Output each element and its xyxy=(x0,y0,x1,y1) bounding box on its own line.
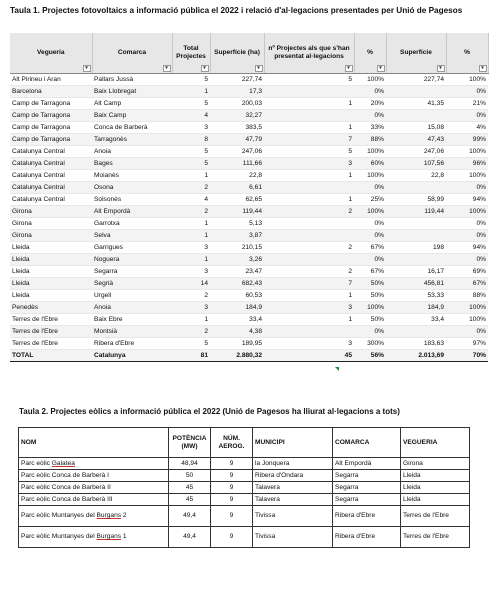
cell-aerog: 9 xyxy=(211,527,253,548)
cell-n-projectes-allegacions[interactable]: 3 xyxy=(264,337,354,349)
total-total-projectes[interactable]: 81 xyxy=(172,349,210,361)
cell-superficie[interactable]: 62,65 xyxy=(210,193,264,205)
total-vegueria[interactable]: TOTAL xyxy=(10,349,92,361)
table-row xyxy=(10,253,488,265)
cell-total-projectes[interactable]: 2 xyxy=(172,181,210,193)
cell-pct[interactable]: 25% xyxy=(354,193,386,205)
cell-n-projectes-allegacions[interactable]: 1 xyxy=(264,97,354,109)
cell-comarca[interactable]: Montsià xyxy=(92,325,172,337)
total-row xyxy=(10,349,488,361)
nom-part: Galatea xyxy=(51,459,75,467)
table-row xyxy=(10,241,488,253)
cell-pct-2[interactable]: 100% xyxy=(446,169,488,181)
cell-pct[interactable]: 33% xyxy=(354,121,386,133)
cell-nom xyxy=(19,458,169,470)
header-superficie[interactable]: Superfície (ha) ▾ xyxy=(210,33,264,73)
cell-total-projectes[interactable]: 4 xyxy=(172,109,210,121)
header-potencia: POTÈNCIA (MW) xyxy=(169,428,211,458)
cell-superficie-2[interactable] xyxy=(386,325,446,337)
header-municipi: MUNICIPI xyxy=(253,428,333,458)
cell-pct-2[interactable]: 100% xyxy=(446,73,488,85)
cell-superficie[interactable]: 5,13 xyxy=(210,217,264,229)
cell-superficie[interactable]: 111,66 xyxy=(210,157,264,169)
cell-vegueria[interactable]: Lleida xyxy=(10,289,92,301)
table-row xyxy=(10,337,488,349)
cell-municipi: Tivissa xyxy=(253,506,333,527)
cell-pct-2[interactable]: 0% xyxy=(446,325,488,337)
cell-comarca[interactable]: Alt Camp xyxy=(92,97,172,109)
cell-pct[interactable]: 100% xyxy=(354,205,386,217)
cell-n-projectes-allegacions[interactable]: 2 xyxy=(264,265,354,277)
cell-pct[interactable]: 67% xyxy=(354,265,386,277)
cell-potencia: 45 xyxy=(169,482,211,494)
cell-vegueria[interactable]: Girona xyxy=(10,205,92,217)
table-row xyxy=(10,157,488,169)
header-total-projectes[interactable]: Total Projectes ▾ xyxy=(172,33,210,73)
cell-pct[interactable]: 100% xyxy=(354,301,386,313)
table-row xyxy=(10,169,488,181)
cell-pct[interactable]: 20% xyxy=(354,97,386,109)
cell-n-projectes-allegacions[interactable] xyxy=(264,325,354,337)
cell-vegueria[interactable]: Terres de l'Ebre xyxy=(10,325,92,337)
table-row xyxy=(10,301,488,313)
cell-total-projectes[interactable]: 5 xyxy=(172,73,210,85)
cell-pct[interactable]: 0% xyxy=(354,217,386,229)
cell-aerog: 9 xyxy=(211,494,253,506)
cell-n-projectes-allegacions[interactable]: 2 xyxy=(264,205,354,217)
cell-n-projectes-allegacions[interactable]: 1 xyxy=(264,289,354,301)
cell-superficie-2[interactable]: 41,35 xyxy=(386,97,446,109)
table-row xyxy=(10,109,488,121)
cell-potencia: 45 xyxy=(169,494,211,506)
cell-superficie-2[interactable] xyxy=(386,217,446,229)
cell-pct-2[interactable]: 4% xyxy=(446,121,488,133)
cell-municipi: Talavera xyxy=(253,482,333,494)
total-superficie[interactable]: 2.880,32 xyxy=(210,349,264,361)
cell-pct-2[interactable]: 96% xyxy=(446,157,488,169)
total-pct-2[interactable]: 70% xyxy=(446,349,488,361)
cell-vegueria[interactable]: Penedès xyxy=(10,301,92,313)
nom-part: Parc eòlic Muntanyes del xyxy=(21,533,97,540)
cell-potencia: 48,94 xyxy=(169,458,211,470)
table-row xyxy=(19,506,470,527)
header-num-aerog: NÚM. AEROG. xyxy=(211,428,253,458)
total-n-projectes-allegacions[interactable]: 45 xyxy=(264,349,354,361)
filter-dropdown-icon[interactable]: ▾ xyxy=(345,65,353,72)
nom-part: Parc eòlic Muntanyes del xyxy=(21,512,97,519)
cell-superficie[interactable]: 23,47 xyxy=(210,265,264,277)
total-comarca[interactable]: Catalunya xyxy=(92,349,172,361)
cell-vegueria: Lleida xyxy=(401,482,470,494)
cell-comarca[interactable]: Tarragonès xyxy=(92,133,172,145)
cell-nom xyxy=(19,470,169,482)
cell-municipi: Tivissa xyxy=(253,527,333,548)
cell-comarca[interactable]: Pallars Jussà xyxy=(92,73,172,85)
cell-n-projectes-allegacions[interactable]: 5 xyxy=(264,145,354,157)
cell-n-projectes-allegacions[interactable]: 5 xyxy=(264,73,354,85)
filter-dropdown-icon[interactable]: ▾ xyxy=(377,65,385,72)
cell-comarca[interactable]: Noguera xyxy=(92,253,172,265)
cell-vegueria[interactable]: Terres de l'Ebre xyxy=(10,313,92,325)
cell-pct[interactable]: 100% xyxy=(354,169,386,181)
cell-municipi: Ribera d'Ondara xyxy=(253,470,333,482)
cell-superficie[interactable]: 227,74 xyxy=(210,73,264,85)
cell-pct-2[interactable]: 0% xyxy=(446,85,488,97)
cell-comarca[interactable]: Selva xyxy=(92,229,172,241)
cell-pct[interactable]: 0% xyxy=(354,253,386,265)
cell-comarca[interactable]: Alt Empordà xyxy=(92,205,172,217)
cell-superficie[interactable]: 3,26 xyxy=(210,253,264,265)
cell-n-projectes-allegacions[interactable] xyxy=(264,229,354,241)
cell-pct-2[interactable]: 0% xyxy=(446,109,488,121)
cell-superficie-2[interactable]: 15,08 xyxy=(386,121,446,133)
table-row xyxy=(10,181,488,193)
filter-dropdown-icon[interactable]: ▾ xyxy=(83,65,91,72)
cell-comarca: Segarra xyxy=(333,482,401,494)
cell-comarca[interactable]: Moianès xyxy=(92,169,172,181)
cell-vegueria[interactable]: Camp de Tarragona xyxy=(10,133,92,145)
cell-pct[interactable]: 67% xyxy=(354,241,386,253)
cell-superficie-2[interactable]: 33,4 xyxy=(386,313,446,325)
header-vegueria[interactable]: Vegueria ▾ xyxy=(10,33,92,73)
cell-potencia: 49,4 xyxy=(169,506,211,527)
filter-dropdown-icon[interactable]: ▾ xyxy=(201,65,209,72)
cell-vegueria[interactable]: Girona xyxy=(10,217,92,229)
cell-vegueria[interactable]: Lleida xyxy=(10,277,92,289)
table-row xyxy=(10,85,488,97)
cell-comment-marker xyxy=(335,367,339,371)
cell-aerog: 9 xyxy=(211,482,253,494)
table-row xyxy=(19,470,470,482)
cell-superficie-2[interactable] xyxy=(386,229,446,241)
cell-total-projectes[interactable]: 1 xyxy=(172,253,210,265)
table-row xyxy=(10,145,488,157)
table1-title: Taula 1. Projectes fotovoltaics a informació pública el 2022 i relació d'al·legacions presentades per Unió de Pagesos xyxy=(10,6,463,15)
cell-total-projectes[interactable]: 2 xyxy=(172,205,210,217)
table2-header-row xyxy=(19,428,470,458)
cell-superficie-2[interactable]: 47,43 xyxy=(386,133,446,145)
cell-vegueria[interactable]: Camp de Tarragona xyxy=(10,97,92,109)
cell-total-projectes[interactable]: 1 xyxy=(172,85,210,97)
cell-vegueria: Terres de l'Ebre xyxy=(401,527,470,548)
cell-pct-2[interactable]: 0% xyxy=(446,253,488,265)
cell-superficie[interactable]: 119,44 xyxy=(210,205,264,217)
total-pct[interactable]: 56% xyxy=(354,349,386,361)
nom-part: Parc eòlic xyxy=(21,459,52,467)
table2-wind-projects xyxy=(18,427,470,548)
cell-pct-2[interactable]: 21% xyxy=(446,97,488,109)
table-row xyxy=(10,217,488,229)
cell-vegueria: Lleida xyxy=(401,494,470,506)
cell-pct[interactable]: 0% xyxy=(354,109,386,121)
table-row xyxy=(19,458,470,470)
cell-total-projectes[interactable]: 14 xyxy=(172,277,210,289)
table1-solar-projects xyxy=(10,33,489,362)
cell-vegueria[interactable]: Terres de l'Ebre xyxy=(10,337,92,349)
cell-total-projectes[interactable]: 2 xyxy=(172,325,210,337)
cell-pct[interactable]: 50% xyxy=(354,277,386,289)
cell-vegueria[interactable]: Lleida xyxy=(10,253,92,265)
table-row xyxy=(19,494,470,506)
cell-vegueria[interactable]: Catalunya Central xyxy=(10,157,92,169)
cell-pct[interactable]: 0% xyxy=(354,85,386,97)
header-n-projectes-allegacions[interactable]: nº Projectes als que s'han presentat al·legacions ▾ xyxy=(264,33,354,73)
cell-n-projectes-allegacions[interactable] xyxy=(264,217,354,229)
cell-total-projectes[interactable]: 4 xyxy=(172,193,210,205)
cell-aerog: 9 xyxy=(211,506,253,527)
cell-total-projectes[interactable]: 5 xyxy=(172,337,210,349)
cell-vegueria[interactable]: Lleida xyxy=(10,241,92,253)
table-row xyxy=(10,205,488,217)
cell-comarca[interactable]: Ribera d'Ebre xyxy=(92,337,172,349)
cell-pct[interactable]: 0% xyxy=(354,181,386,193)
cell-n-projectes-allegacions[interactable]: 1 xyxy=(264,169,354,181)
cell-superficie-2[interactable]: 183,63 xyxy=(386,337,446,349)
table1-header-row xyxy=(10,33,488,73)
cell-pct-2[interactable]: 67% xyxy=(446,277,488,289)
cell-superficie-2[interactable]: 184,9 xyxy=(386,301,446,313)
cell-pct[interactable]: 50% xyxy=(354,313,386,325)
cell-superficie[interactable]: 3,87 xyxy=(210,229,264,241)
cell-n-projectes-allegacions[interactable]: 1 xyxy=(264,313,354,325)
table-row xyxy=(19,482,470,494)
cell-total-projectes[interactable]: 1 xyxy=(172,229,210,241)
cell-pct[interactable]: 88% xyxy=(354,133,386,145)
filter-dropdown-icon[interactable]: ▾ xyxy=(437,65,445,72)
cell-pct-2[interactable]: 0% xyxy=(446,229,488,241)
cell-vegueria[interactable]: Catalunya Central xyxy=(10,181,92,193)
filter-dropdown-icon[interactable]: ▾ xyxy=(163,65,171,72)
cell-superficie-2[interactable] xyxy=(386,109,446,121)
cell-superficie[interactable]: 210,15 xyxy=(210,241,264,253)
cell-superficie[interactable]: 682,43 xyxy=(210,277,264,289)
cell-superficie[interactable]: 383,5 xyxy=(210,121,264,133)
cell-vegueria: Girona xyxy=(401,458,470,470)
header-pct[interactable]: % ▾ xyxy=(354,33,386,73)
cell-superficie-2[interactable]: 456,81 xyxy=(386,277,446,289)
cell-potencia: 50 xyxy=(169,470,211,482)
header-comarca: COMARCA xyxy=(333,428,401,458)
cell-n-projectes-allegacions[interactable]: 7 xyxy=(264,133,354,145)
cell-superficie[interactable]: 22,8 xyxy=(210,169,264,181)
cell-superficie-2[interactable]: 16,17 xyxy=(386,265,446,277)
header-nom: NOM xyxy=(19,428,169,458)
header-pct-2[interactable]: % ▾ xyxy=(446,33,488,73)
nom-part: Burgans xyxy=(96,512,122,519)
cell-total-projectes[interactable]: 5 xyxy=(172,97,210,109)
cell-pct[interactable]: 50% xyxy=(354,289,386,301)
cell-total-projectes[interactable]: 1 xyxy=(172,313,210,325)
cell-vegueria[interactable]: Camp de Tarragona xyxy=(10,109,92,121)
cell-pct-2[interactable]: 0% xyxy=(446,217,488,229)
cell-pct[interactable]: 0% xyxy=(354,325,386,337)
cell-superficie[interactable]: 184,9 xyxy=(210,301,264,313)
cell-nom xyxy=(19,482,169,494)
cell-comarca[interactable]: Osona xyxy=(92,181,172,193)
cell-nom xyxy=(19,494,169,506)
cell-n-projectes-allegacions[interactable]: 7 xyxy=(264,277,354,289)
cell-nom xyxy=(19,527,169,548)
cell-pct[interactable]: 60% xyxy=(354,157,386,169)
cell-pct-2[interactable]: 94% xyxy=(446,193,488,205)
cell-comarca[interactable]: Segarra xyxy=(92,265,172,277)
cell-n-projectes-allegacions[interactable] xyxy=(264,85,354,97)
cell-pct-2[interactable]: 99% xyxy=(446,133,488,145)
cell-superficie-2[interactable]: 119,44 xyxy=(386,205,446,217)
cell-vegueria[interactable]: Girona xyxy=(10,229,92,241)
cell-superficie[interactable]: 189,95 xyxy=(210,337,264,349)
table-row xyxy=(10,133,488,145)
cell-total-projectes[interactable]: 3 xyxy=(172,301,210,313)
cell-pct-2[interactable]: 69% xyxy=(446,265,488,277)
cell-superficie[interactable]: 32,27 xyxy=(210,109,264,121)
cell-n-projectes-allegacions[interactable]: 1 xyxy=(264,193,354,205)
table-row xyxy=(10,193,488,205)
cell-pct[interactable]: 0% xyxy=(354,229,386,241)
cell-superficie-2[interactable] xyxy=(386,85,446,97)
cell-comarca[interactable]: Solsonès xyxy=(92,193,172,205)
cell-vegueria[interactable]: Catalunya Central xyxy=(10,193,92,205)
cell-aerog: 9 xyxy=(211,470,253,482)
cell-total-projectes[interactable]: 3 xyxy=(172,241,210,253)
table-row xyxy=(10,73,488,85)
cell-superficie[interactable]: 4,38 xyxy=(210,325,264,337)
table-row xyxy=(10,97,488,109)
cell-superficie-2[interactable]: 107,56 xyxy=(386,157,446,169)
header-vegueria: VEGUERIA xyxy=(401,428,470,458)
nom-part: Parc eòlic Conca de Barberà I xyxy=(21,471,109,479)
nom-part: Parc eòlic Conca de Barberà II xyxy=(21,483,111,491)
cell-comarca: Ribera d'Ebre xyxy=(333,527,401,548)
cell-superficie[interactable]: 60,53 xyxy=(210,289,264,301)
cell-vegueria[interactable]: Alt Pirineu i Aran xyxy=(10,73,92,85)
cell-pct-2[interactable]: 100% xyxy=(446,313,488,325)
header-superficie-2[interactable]: Superfície ▾ xyxy=(386,33,446,73)
cell-vegueria[interactable]: Catalunya Central xyxy=(10,145,92,157)
cell-comarca[interactable]: Bages xyxy=(92,157,172,169)
cell-total-projectes[interactable]: 1 xyxy=(172,169,210,181)
nom-part: Parc eòlic Conca de Barberà III xyxy=(21,495,113,503)
cell-pct-2[interactable]: 88% xyxy=(446,289,488,301)
cell-comarca: Alt Empordà xyxy=(333,458,401,470)
cell-superficie-2[interactable]: 22,8 xyxy=(386,169,446,181)
cell-comarca[interactable]: Anoia xyxy=(92,145,172,157)
cell-comarca: Segarra xyxy=(333,470,401,482)
cell-comarca[interactable]: Garrotxa xyxy=(92,217,172,229)
cell-total-projectes[interactable]: 5 xyxy=(172,145,210,157)
nom-part: 2 xyxy=(121,512,127,519)
cell-pct-2[interactable]: 94% xyxy=(446,241,488,253)
cell-n-projectes-allegacions[interactable]: 2 xyxy=(264,241,354,253)
filter-dropdown-icon[interactable]: ▾ xyxy=(479,65,487,72)
cell-superficie-2[interactable] xyxy=(386,253,446,265)
table-row xyxy=(10,277,488,289)
cell-superficie-2[interactable]: 198 xyxy=(386,241,446,253)
table-row xyxy=(10,289,488,301)
table-row xyxy=(10,121,488,133)
cell-municipi: la Jonquera xyxy=(253,458,333,470)
cell-vegueria: Terres de l'Ebre xyxy=(401,506,470,527)
cell-vegueria[interactable]: Catalunya Central xyxy=(10,169,92,181)
cell-total-projectes[interactable]: 8 xyxy=(172,133,210,145)
header-comarca[interactable]: Comarca ▾ xyxy=(92,33,172,73)
cell-n-projectes-allegacions[interactable]: 3 xyxy=(264,301,354,313)
cell-comarca[interactable]: Conca de Barberà xyxy=(92,121,172,133)
filter-dropdown-icon[interactable]: ▾ xyxy=(255,65,263,72)
cell-n-projectes-allegacions[interactable] xyxy=(264,181,354,193)
cell-n-projectes-allegacions[interactable] xyxy=(264,253,354,265)
cell-potencia: 49,4 xyxy=(169,527,211,548)
cell-pct-2[interactable]: 0% xyxy=(446,181,488,193)
nom-part: 1 xyxy=(121,533,127,540)
cell-comarca: Segarra xyxy=(333,494,401,506)
cell-aerog: 9 xyxy=(211,458,253,470)
cell-comarca[interactable]: Baix Ebre xyxy=(92,313,172,325)
table2-title: Taula 2. Projectes eòlics a informació pública el 2022 (Unió de Pagesos ha lliurat al·legacions a tots) xyxy=(19,407,400,416)
table-row xyxy=(10,325,488,337)
cell-vegueria[interactable]: Camp de Tarragona xyxy=(10,121,92,133)
cell-superficie[interactable]: 247,06 xyxy=(210,145,264,157)
cell-total-projectes[interactable]: 1 xyxy=(172,217,210,229)
cell-n-projectes-allegacions[interactable]: 3 xyxy=(264,157,354,169)
cell-comarca[interactable]: Baix Camp xyxy=(92,109,172,121)
cell-comarca[interactable]: Baix Llobregat xyxy=(92,85,172,97)
cell-total-projectes[interactable]: 3 xyxy=(172,121,210,133)
cell-pct-2[interactable]: 100% xyxy=(446,205,488,217)
cell-comarca[interactable]: Urgell xyxy=(92,289,172,301)
cell-comarca[interactable]: Garrigues xyxy=(92,241,172,253)
cell-comarca[interactable]: Segrià xyxy=(92,277,172,289)
cell-superficie-2[interactable]: 247,06 xyxy=(386,145,446,157)
cell-comarca[interactable]: Anoia xyxy=(92,301,172,313)
cell-superficie-2[interactable]: 58,99 xyxy=(386,193,446,205)
cell-total-projectes[interactable]: 3 xyxy=(172,265,210,277)
table-row xyxy=(10,265,488,277)
cell-total-projectes[interactable]: 5 xyxy=(172,157,210,169)
cell-nom xyxy=(19,506,169,527)
cell-vegueria[interactable]: Lleida xyxy=(10,265,92,277)
cell-total-projectes[interactable]: 2 xyxy=(172,289,210,301)
cell-superficie[interactable]: 17,3 xyxy=(210,85,264,97)
cell-n-projectes-allegacions[interactable]: 1 xyxy=(264,121,354,133)
cell-comarca: Ribera d'Ebre xyxy=(333,506,401,527)
table-row xyxy=(19,527,470,548)
cell-superficie-2[interactable]: 53,33 xyxy=(386,289,446,301)
cell-superficie[interactable]: 47,79 xyxy=(210,133,264,145)
cell-superficie[interactable]: 33,4 xyxy=(210,313,264,325)
nom-part: Burgans xyxy=(96,533,122,540)
cell-vegueria: Lleida xyxy=(401,470,470,482)
cell-n-projectes-allegacions[interactable] xyxy=(264,109,354,121)
cell-municipi: Talavera xyxy=(253,494,333,506)
cell-pct[interactable]: 300% xyxy=(354,337,386,349)
total-superficie-2[interactable]: 2.013,69 xyxy=(386,349,446,361)
cell-superficie[interactable]: 6,61 xyxy=(210,181,264,193)
cell-pct[interactable]: 100% xyxy=(354,145,386,157)
cell-pct-2[interactable]: 100% xyxy=(446,145,488,157)
cell-pct[interactable]: 100% xyxy=(354,73,386,85)
cell-pct-2[interactable]: 100% xyxy=(446,301,488,313)
cell-vegueria[interactable]: Barcelona xyxy=(10,85,92,97)
cell-superficie-2[interactable] xyxy=(386,181,446,193)
table-row xyxy=(10,313,488,325)
table-row xyxy=(10,229,488,241)
cell-superficie-2[interactable]: 227,74 xyxy=(386,73,446,85)
cell-superficie[interactable]: 200,03 xyxy=(210,97,264,109)
cell-pct-2[interactable]: 97% xyxy=(446,337,488,349)
